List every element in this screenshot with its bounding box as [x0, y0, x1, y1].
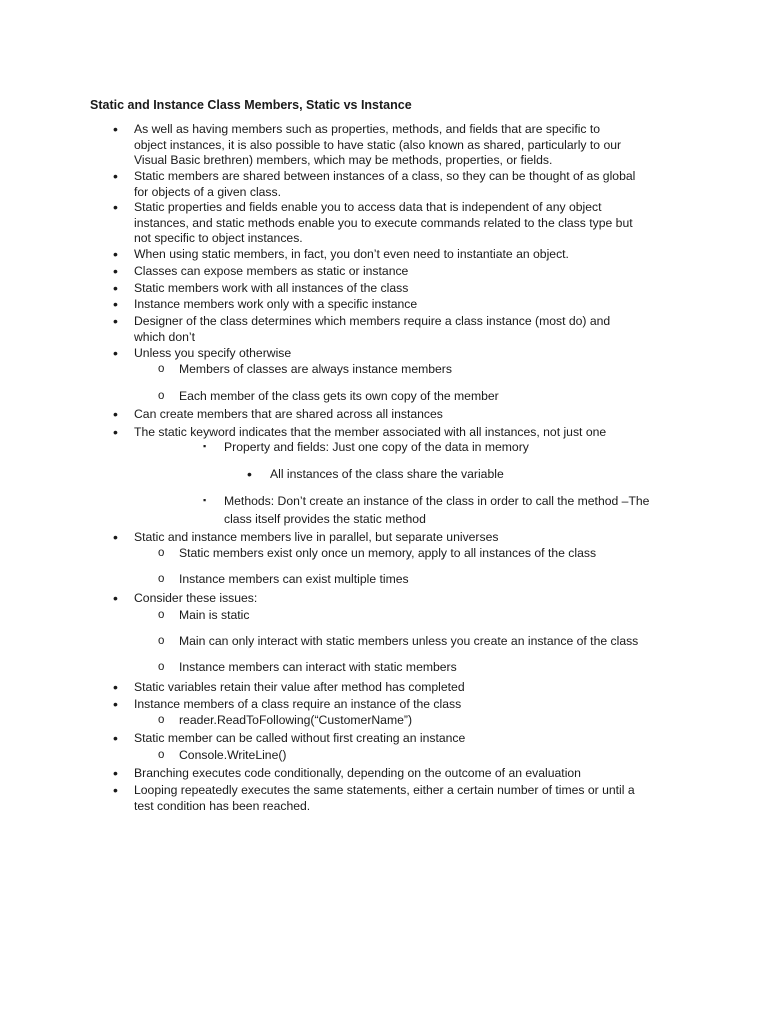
list-item-text: Branching executes code conditionally, depending on the outcome of an evaluation: [134, 766, 581, 780]
list-item-text: Members of classes are always instance members: [179, 362, 452, 376]
bullet-marker: ▪: [203, 495, 207, 505]
document-title: Static and Instance Class Members, Static vs Instance: [90, 98, 412, 112]
list-item-text: Static members are shared between instances of a class, so they can be thought of as global: [134, 169, 636, 183]
bullet-marker: •: [113, 529, 118, 545]
list-item-text: test condition has been reached.: [134, 798, 311, 813]
list-item-text: which don’t: [134, 329, 195, 344]
list-item-text: Each member of the class gets its own copy of the member: [179, 389, 499, 403]
bullet-marker: •: [113, 121, 118, 137]
bullet-marker: •: [113, 263, 118, 279]
bullet-marker: •: [113, 765, 118, 781]
list-item-text: Methods: Don’t create an instance of the class in order to call the method –The: [224, 494, 650, 508]
bullet-marker: o: [158, 635, 165, 647]
list-item-text: When using static members, in fact, you don’t even need to instantiate an object.: [134, 247, 569, 261]
bullet-marker: •: [247, 466, 252, 482]
bullet-marker: •: [113, 590, 118, 606]
list-item-text: for objects of a given class.: [134, 184, 281, 199]
bullet-marker: •: [113, 168, 118, 184]
bullet-marker: •: [113, 679, 118, 695]
bullet-marker: •: [113, 280, 118, 296]
list-item-text: Instance members of a class require an instance of the class: [134, 697, 462, 711]
list-item-text: reader.ReadToFollowing(“CustomerName”): [179, 713, 413, 727]
list-item-text: not specific to object instances.: [134, 231, 303, 246]
list-item-text: Instance members can exist multiple times: [179, 572, 409, 586]
bullet-marker: •: [113, 246, 118, 262]
list-item-text: The static keyword indicates that the member associated with all instances, not just one: [134, 425, 607, 439]
bullet-marker: o: [158, 363, 165, 375]
list-item-text: object instances, it is also possible to have static (also known as shared, particularly to our: [134, 137, 622, 152]
list-item-text: All instances of the class share the variable: [270, 467, 504, 481]
bullet-marker: •: [113, 313, 118, 329]
list-item-text: Static properties and fields enable you to access data that is independent of any object: [134, 200, 602, 214]
list-item-text: Property and fields: Just one copy of the data in memory: [224, 440, 529, 454]
list-item-text: Instance members work only with a specific instance: [134, 297, 418, 311]
bullet-marker: •: [113, 730, 118, 746]
list-item-text: Static members exist only once un memory, apply to all instances of the class: [179, 546, 597, 560]
list-item-text: Static members work with all instances of the class: [134, 281, 409, 295]
list-item-text: Instance members can interact with static members: [179, 660, 457, 674]
bullet-marker: o: [158, 714, 165, 726]
bullet-marker: •: [113, 782, 118, 798]
bullet-marker: •: [113, 345, 118, 361]
bullet-marker: •: [113, 696, 118, 712]
bullet-marker: •: [113, 424, 118, 440]
list-item-text: Visual Basic brethren) members, which may be methods, properties, or fields.: [134, 153, 553, 168]
list-item-text: Designer of the class determines which members require a class instance (most do) and: [134, 314, 611, 328]
list-item-text: Classes can expose members as static or instance: [134, 264, 409, 278]
bullet-marker: o: [158, 573, 165, 585]
list-item-text: class itself provides the static method: [224, 512, 426, 526]
list-item-text: Consider these issues:: [134, 591, 258, 605]
list-item-text: Static member can be called without first creating an instance: [134, 731, 466, 745]
list-item-text: instances, and static methods enable you to execute commands related to the class type but: [134, 215, 633, 230]
list-item-text: Console.WriteLine(): [179, 748, 287, 762]
bullet-marker: o: [158, 390, 165, 402]
list-item-text: Looping repeatedly executes the same statements, either a certain number of times or until a: [134, 783, 635, 797]
bullet-marker: o: [158, 661, 165, 673]
bullet-marker: o: [158, 749, 165, 761]
bullet-marker: •: [113, 296, 118, 312]
list-item-text: Static and instance members live in parallel, but separate universes: [134, 530, 499, 544]
list-item-text: Can create members that are shared across all instances: [134, 407, 443, 421]
bullet-marker: •: [113, 406, 118, 422]
list-item-text: Unless you specify otherwise: [134, 346, 292, 360]
list-item-text: Main is static: [179, 608, 250, 622]
list-item-text: As well as having members such as properties, methods, and fields that are specific to: [134, 122, 601, 136]
list-item-text: Static variables retain their value after method has completed: [134, 680, 465, 694]
bullet-marker: •: [113, 199, 118, 215]
bullet-marker: ▪: [203, 441, 207, 451]
list-item-text: Main can only interact with static members unless you create an instance of the class: [179, 634, 639, 648]
bullet-marker: o: [158, 547, 165, 559]
bullet-marker: o: [158, 609, 165, 621]
